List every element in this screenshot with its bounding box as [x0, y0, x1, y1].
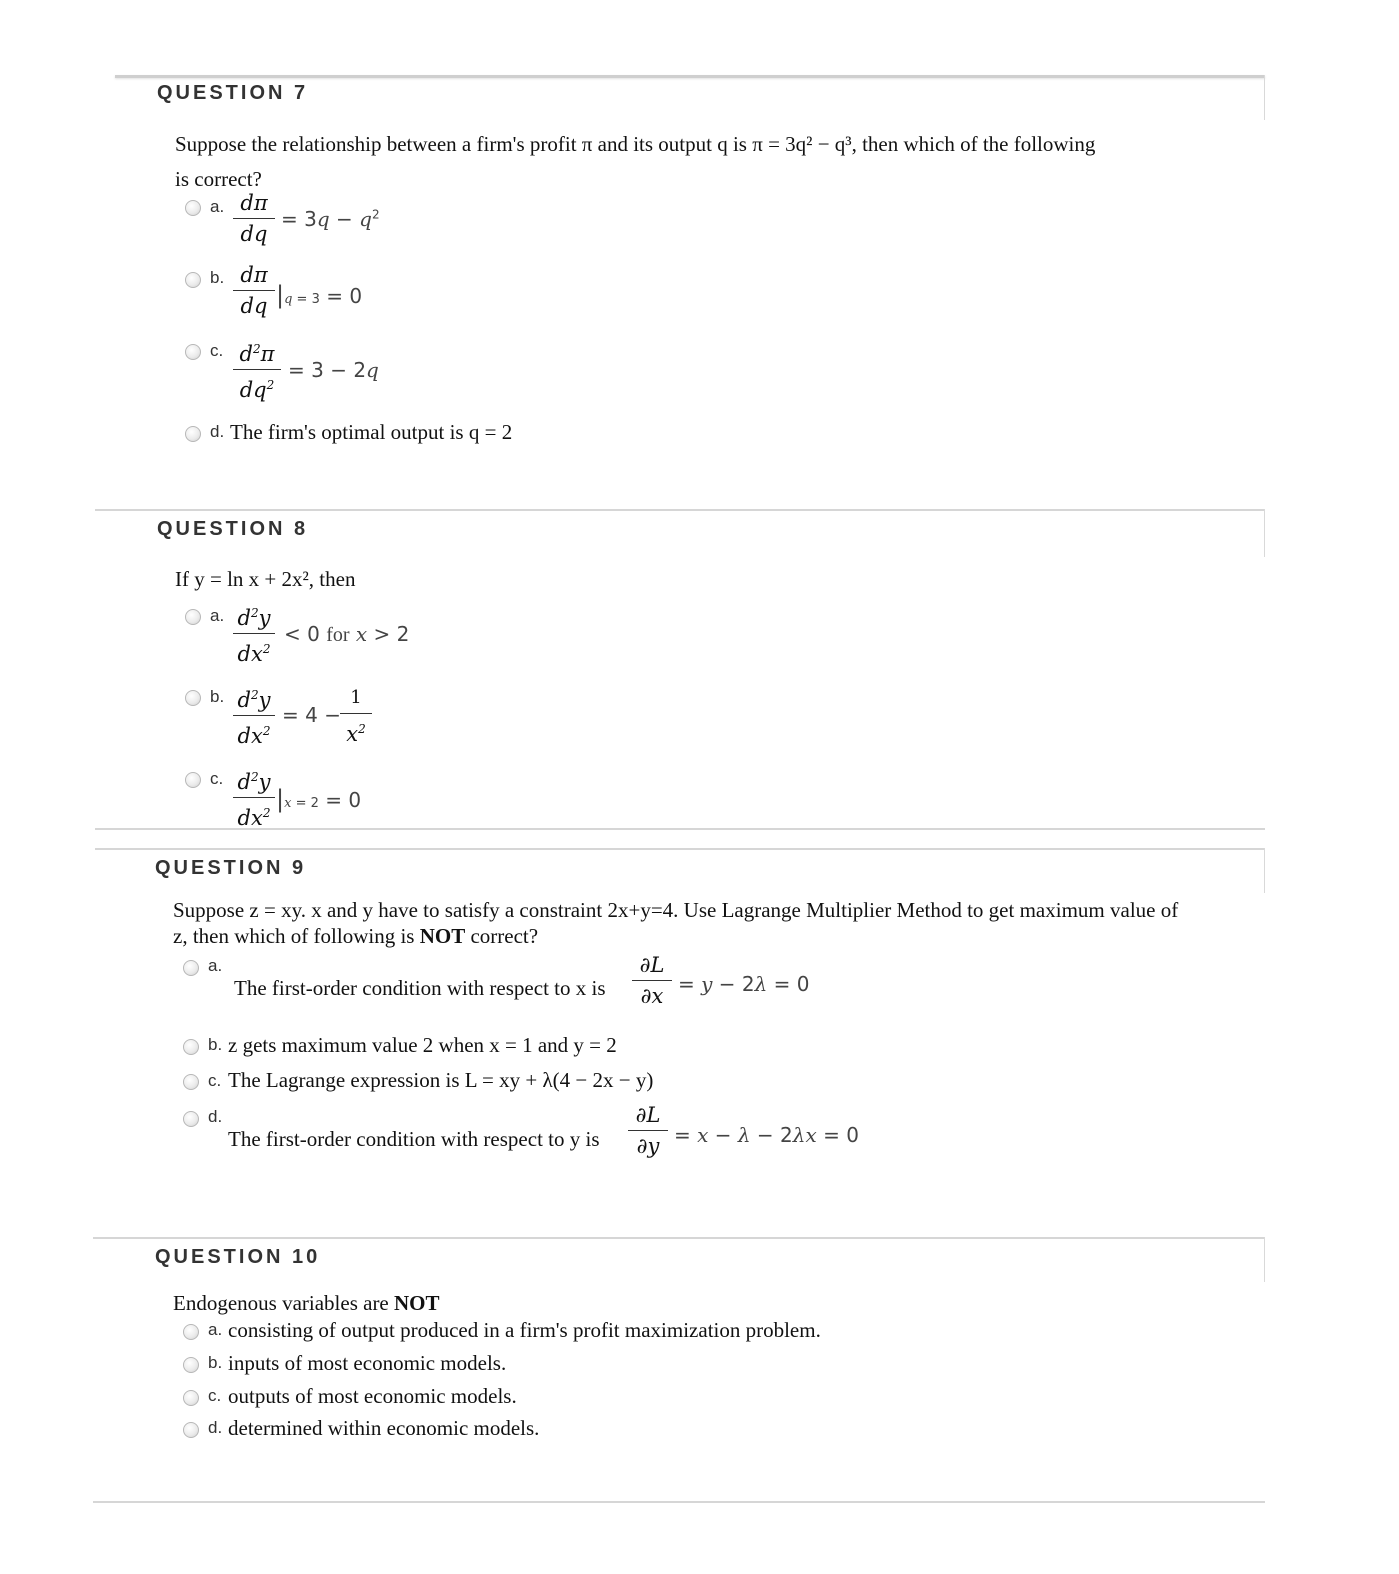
q9-stem — [173, 897, 1178, 949]
q7-header: QUESTION 7 — [157, 82, 309, 104]
q7-top-rule — [115, 75, 1265, 78]
q10-stem — [173, 1288, 440, 1318]
q7-option-a-radio[interactable] — [185, 200, 201, 216]
q7-stem — [175, 127, 1095, 197]
q9-side-rule — [1264, 848, 1265, 893]
q9-stem-not: NOT — [419, 924, 466, 948]
q7-option-a-letter: a. — [210, 197, 225, 216]
q10-option-b-radio[interactable] — [183, 1357, 199, 1373]
q7-option-d-text: The firm's optimal output is q = 2 — [230, 420, 513, 444]
q7-option-b-letter: b. — [210, 268, 225, 287]
q8-option-c-radio[interactable] — [185, 772, 201, 788]
q7-stem-line1: Suppose the relationship between a firm's profit π and its output q is π = 3q² − q³, then which of the following — [175, 132, 1096, 156]
q10-stem-not: NOT — [394, 1291, 440, 1315]
q9-option-c-text: The Lagrange expression is L = xy + λ(4 − 2x − y) — [228, 1068, 654, 1092]
q9-option-c-radio[interactable] — [183, 1074, 199, 1090]
q8-option-b-letter: b. — [210, 687, 225, 706]
q8-side-rule — [1264, 509, 1265, 557]
q8-option-a-letter: a. — [210, 606, 225, 625]
q9-header: QUESTION 9 — [155, 857, 307, 879]
q10-option-d-radio[interactable] — [183, 1422, 199, 1438]
q9-stem-line2-a: z, then which of following is — [173, 924, 420, 948]
q7-option-c-radio[interactable] — [185, 344, 201, 360]
q9-option-d-letter: d. — [208, 1107, 223, 1126]
q9-option-b-letter: b. — [208, 1035, 223, 1054]
q9-option-d-text: The first-order condition with respect to y is — [228, 1127, 600, 1151]
q10-option-d-text: determined within economic models. — [228, 1416, 540, 1440]
q8-option-b-radio[interactable] — [185, 690, 201, 706]
q7-option-d-radio[interactable] — [185, 426, 201, 442]
q10-option-a-text: consisting of output produced in a firm's profit maximization problem. — [228, 1318, 821, 1342]
q7-option-c-letter: c. — [210, 341, 224, 360]
q10-option-d-letter: d. — [208, 1418, 223, 1437]
q10-side-rule — [1264, 1237, 1265, 1282]
q10-option-a-letter: a. — [208, 1320, 223, 1339]
q7-option-d-letter: d. — [210, 422, 225, 441]
q10-option-a-radio[interactable] — [183, 1324, 199, 1340]
q9-stem-line2-c: correct? — [465, 924, 539, 948]
q9-option-c-letter: c. — [208, 1071, 222, 1090]
q8-option-c-letter: c. — [210, 769, 224, 788]
q8-bottom-rule — [95, 828, 1265, 830]
q8-stem: If y = ln x + 2x², then — [175, 567, 356, 591]
q10-top-rule — [93, 1237, 1265, 1239]
q8-header: QUESTION 8 — [157, 518, 309, 540]
q9-option-d-radio[interactable] — [183, 1111, 199, 1127]
q8-option-a-radio[interactable] — [185, 609, 201, 625]
q10-option-b-letter: b. — [208, 1353, 223, 1372]
q10-option-b-text: inputs of most economic models. — [228, 1351, 507, 1375]
q8-top-rule — [95, 509, 1265, 511]
q9-top-rule — [95, 848, 1265, 850]
q10-bottom-rule — [93, 1501, 1265, 1503]
q10-option-c-text: outputs of most economic models. — [228, 1384, 517, 1408]
q9-stem-line1: Suppose z = xy. x and y have to satisfy a constraint 2x+y=4. Use Lagrange Multiplier Method to get maximum value of — [173, 898, 1179, 922]
q10-option-c-letter: c. — [208, 1386, 222, 1405]
q10-stem-text: Endogenous variables are — [173, 1291, 395, 1315]
q9-option-a-letter: a. — [208, 956, 223, 975]
q7-option-b-radio[interactable] — [185, 272, 201, 288]
q10-option-c-radio[interactable] — [183, 1390, 199, 1406]
q9-option-a-radio[interactable] — [183, 960, 199, 976]
q7-stem-line2: is correct? — [175, 167, 262, 191]
q10-header: QUESTION 10 — [155, 1246, 321, 1268]
q7-side-rule — [1264, 75, 1265, 120]
q9-option-b-text: z gets maximum value 2 when x = 1 and y = 2 — [228, 1033, 617, 1057]
q9-option-b-radio[interactable] — [183, 1039, 199, 1055]
q9-option-a-text: The first-order condition with respect to x is — [234, 976, 606, 1000]
